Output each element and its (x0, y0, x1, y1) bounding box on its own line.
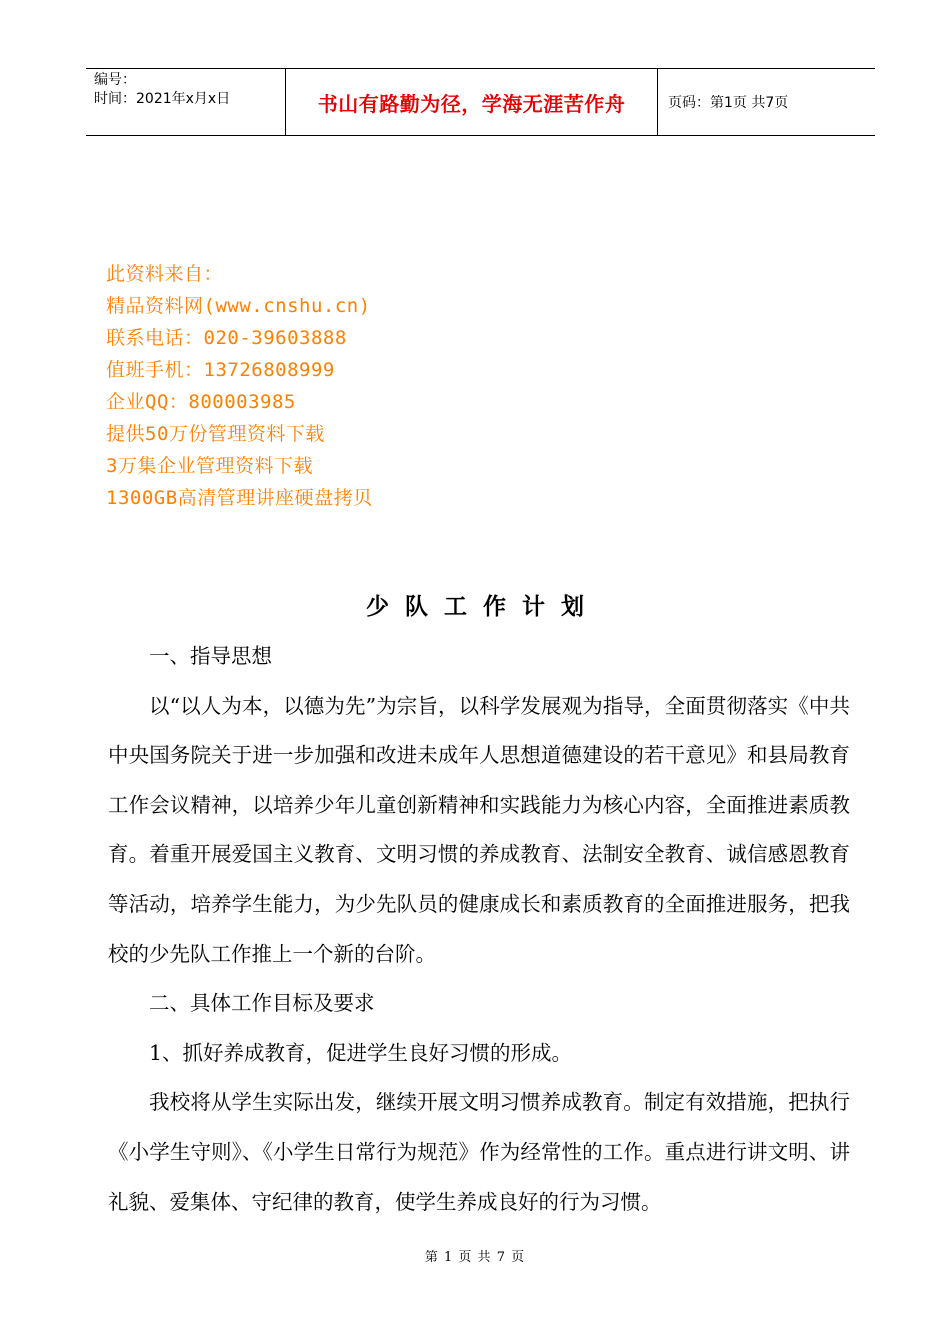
header-meta (86, 69, 286, 135)
header-number-label: 编号： (94, 72, 136, 88)
ad-line: 3万集企业管理资料下载 (106, 455, 313, 477)
ad-line: 提供50万份管理资料下载 (106, 423, 325, 445)
page-footer: 第 1 页 共 7 页 (424, 1250, 526, 1265)
document-body (108, 632, 850, 1227)
subsection-heading: 1、抓好养成教育，促进学生良好习惯的形成。 (149, 1040, 573, 1065)
header-page-info: 页码：第1页 共7页 (668, 95, 789, 111)
body-paragraph: 我校将从学生实际出发，继续开展文明习惯养成教育。制定有效措施，把执行《小学生守则》、《小学生日常行为规范》作为经常性的工作。重点进行讲文明、讲礼貌、爱集体、守纪律的教育，使学生养成良好的行为习惯。 (108, 1090, 850, 1214)
section-heading: 一、指导思想 (149, 644, 272, 668)
ad-line: 此资料来自： (106, 263, 224, 285)
ad-line: 1300GB高清管理讲座硬盘拷贝 (106, 487, 373, 509)
header-motto: 书山有路勤为径，学海无涯苦作舟 (286, 69, 658, 135)
ad-line: 企业QQ：800003985 (106, 391, 296, 413)
ad-line: 联系电话：020-39603888 (106, 327, 347, 349)
header-table (86, 68, 875, 136)
header-date-label: 时间：2021年x月x日 (94, 91, 231, 107)
ad-line: 精品资料网(www.cnshu.cn) (106, 295, 371, 317)
ad-block (106, 258, 373, 514)
section-heading: 二、具体工作目标及要求 (149, 991, 375, 1016)
document-title: 少队工作计划 (366, 593, 600, 620)
body-paragraph: 以“以人为本，以德为先”为宗旨，以科学发展观为指导，全面贯彻落实《中共中央国务院关于进一步加强和改进未成年人思想道德建设的若干意见》和县局教育工作会议精神，以培养少年儿童创新精神和实践能力为核心内容，全面推进素质教育。着重开展爱国主义教育、文明习惯的养成教育、法制安全教育、诚信感恩教育等活动，培养学生能力，为少先队员的健康成长和素质教育的全面推进服务，把我校的少先队工作推上一个新的台阶。 (108, 693, 850, 966)
ad-line: 值班手机：13726808999 (106, 359, 335, 381)
